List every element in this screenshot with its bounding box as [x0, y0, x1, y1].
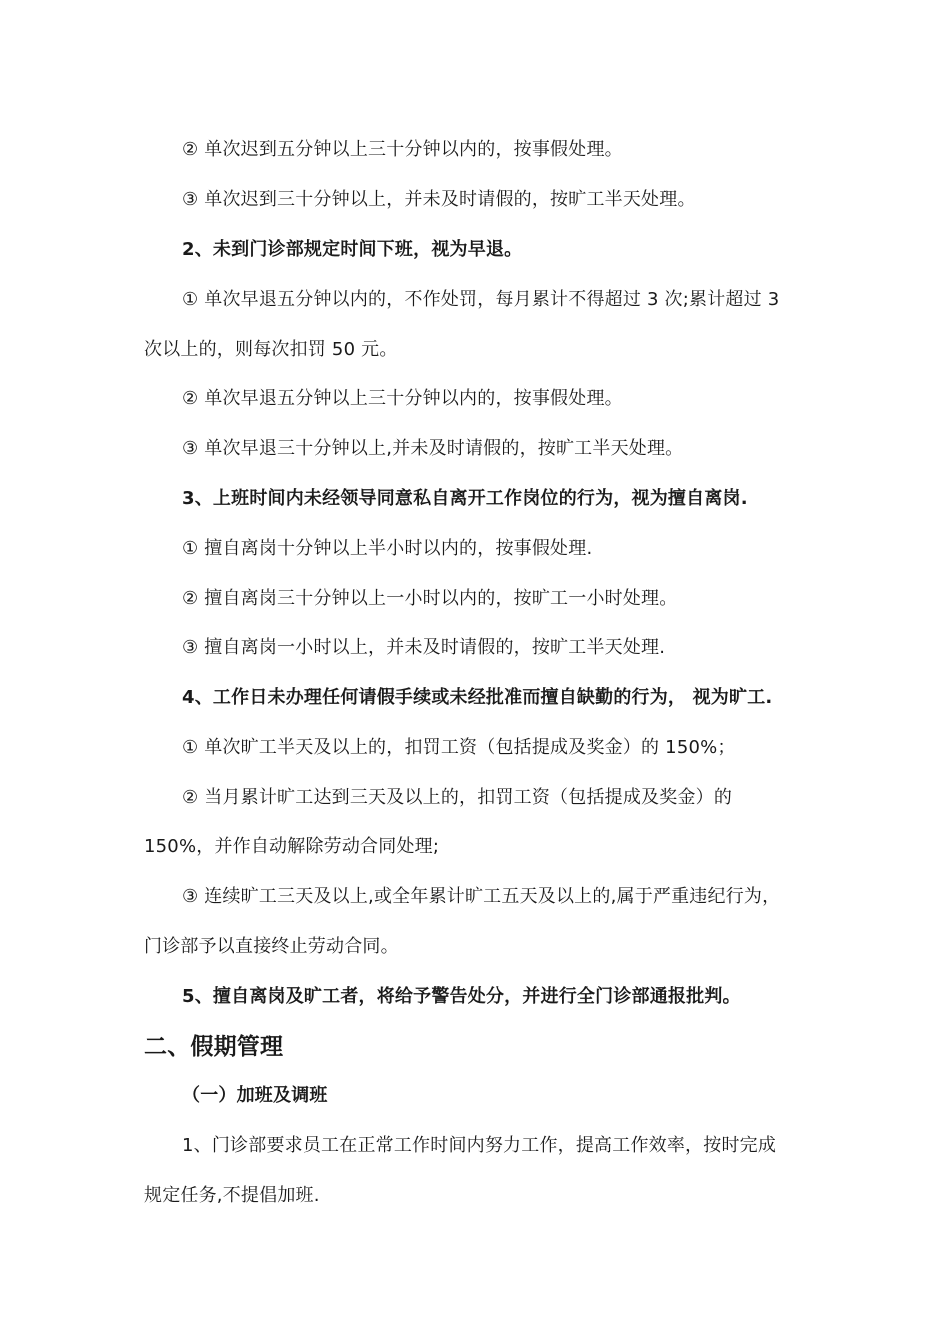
section-heading: 5、擅自离岗及旷工者，将给予警告处分，并进行全门诊部通报批判。: [182, 986, 741, 1007]
paragraph-line: ② 当月累计旷工达到三天及以上的，扣罚工资（包括提成及奖金）的: [182, 787, 733, 808]
section-heading: 2、未到门诊部规定时间下班，视为早退。: [182, 239, 523, 260]
paragraph-line: ① 单次早退五分钟以内的，不作处罚，每月累计不得超过 3 次;累计超过 3: [182, 289, 780, 310]
paragraph-line: ③ 连续旷工三天及以上,或全年累计旷工五天及以上的,属于严重违纪行为，: [182, 886, 781, 907]
paragraph-line: 次以上的，则每次扣罚 50 元。: [144, 339, 398, 360]
paragraph-line: 150%，并作自动解除劳动合同处理;: [144, 836, 440, 857]
section-heading: 4、工作日未办理任何请假手续或未经批准而擅自缺勤的行为， 视为旷工.: [182, 687, 773, 708]
paragraph-line: 1、门诊部要求员工在正常工作时间内努力工作，提高工作效率，按时完成: [182, 1135, 777, 1156]
paragraph-line: ③ 擅自离岗一小时以上，并未及时请假的，按旷工半天处理.: [182, 637, 666, 658]
paragraph-line: ② 单次早退五分钟以上三十分钟以内的，按事假处理。: [182, 388, 623, 409]
chapter-heading: 二、假期管理: [144, 1034, 284, 1060]
paragraph-line: ② 擅自离岗三十分钟以上一小时以内的，按旷工一小时处理。: [182, 588, 678, 609]
paragraph-line: ③ 单次迟到三十分钟以上，并未及时请假的，按旷工半天处理。: [182, 189, 696, 210]
paragraph-line: 规定任务,不提倡加班.: [144, 1185, 320, 1206]
paragraph-line: ③ 单次早退三十分钟以上,并未及时请假的，按旷工半天处理。: [182, 438, 684, 459]
section-heading: 3、上班时间内未经领导同意私自离开工作岗位的行为，视为擅自离岗.: [182, 488, 748, 509]
subsection-heading: （一）加班及调班: [182, 1085, 328, 1106]
paragraph-line: ② 单次迟到五分钟以上三十分钟以内的，按事假处理。: [182, 139, 623, 160]
paragraph-line: ① 擅自离岗十分钟以上半小时以内的，按事假处理.: [182, 538, 593, 559]
paragraph-line: 门诊部予以直接终止劳动合同。: [144, 936, 399, 957]
paragraph-line: ① 单次旷工半天及以上的，扣罚工资（包括提成及奖金）的 150%；: [182, 737, 736, 758]
